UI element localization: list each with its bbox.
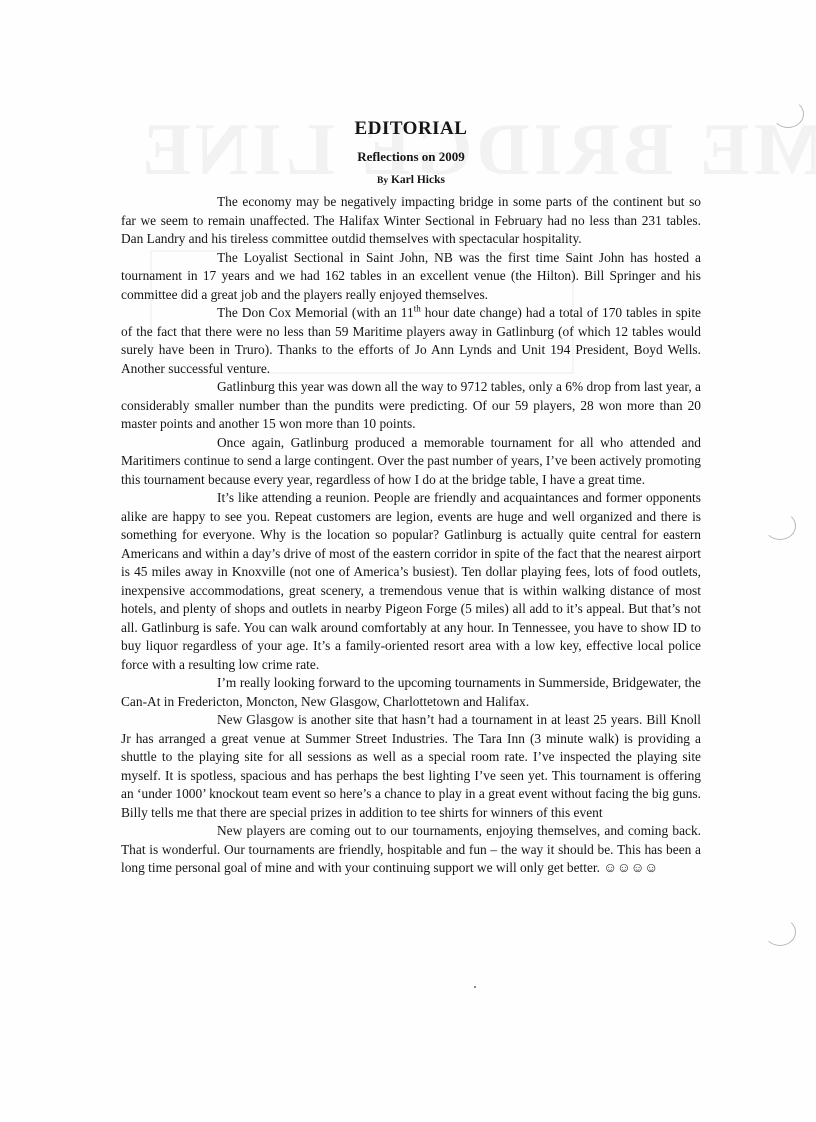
paragraph-gatlinburg-memorable: Once again, Gatlinburg produced a memorable tournament for all who attended and Maritimers continue to send a large contingent. Over the past number of years, I’ve been actively promoting this tournament because every year, regardless of how I do at the bridge table, I have a great time. [121,434,701,487]
paragraph-gatlinburg-stats: Gatlinburg this year was down all the way to 9712 tables, only a 6% drop from last year, a considerably smaller number than the pundits were predicting. Of our 59 players, 28 won more than 20 master points and another 15 won more than 10 points. [121,379,701,431]
scan-speck [474,986,476,988]
paragraph-reunion: It’s like attending a reunion. People are friendly and acquaintances and former opponents alike are happy to see you. Repeat customers are legion, events are huge and well organized and there is something for everyone. Why is the location so popular? Gatlinburg is actually quite central for eastern Americans and within a day’s drive of most of the eastern corridor in spite of the fact that the nearest airport is 45 miles away in Knoxville (not one of America’s busiest). Ten dollar playing fees, lots of food outlets, inexpensive accommodations, great scenery, a tremendous venue that is within walking distance of most hotels, and plenty of shops and outlets in nearby Pigeon Forge (5 miles) all add to it’s appeal. But that’s not all. Gatlinburg is safe. You can walk around comfortably at any hour. In Tennessee, you have to show ID to buy liquor regardless of your age. It’s a family-oriented resort area with a low key, effective local police force with a resulting low crime rate. [121,490,701,672]
punch-hole-shadow [764,512,796,540]
memorial-text-end: hour date change) had a total of 170 tables in spite of the fact that there were no less than 59 Maritime players away in Gatlinburg (of which 12 tables would surely have been in Truro). Thanks to the efforts of Jo Ann Lynds and Unit 194 President, Boyd Wells. Another successful venture. [121,305,701,376]
paragraph-don-cox-memorial [121,304,701,378]
article-title: EDITORIAL [354,118,468,139]
memorial-text-start: The Don Cox Memorial (with an 11 [217,305,414,320]
punch-hole-shadow [772,100,804,128]
paragraph-new-players: New players are coming out to our tournaments, enjoying themselves, and coming back. That is wonderful. Our tournaments are friendly, hospitable and fun – the way it should be. This has been a long time personal goal of mine and with your continuing support we will only get better. ☺☺☺☺ [121,823,701,875]
paragraph-loyalist-sectional: The Loyalist Sectional in Saint John, NB was the first time Saint John has hosted a tournament in 17 years and we had 162 tables in an excellent venue (the Hilton). Bill Springer and his committee did a great job and the players really enjoyed themselves. [121,249,701,302]
punch-hole-shadow [764,918,796,946]
article [121,118,701,878]
byline [121,174,701,186]
paragraph-economy: The economy may be negatively impacting bridge in some parts of the continent but so far we seem to remain unaffected. The Halifax Winter Sectional in February had no less than 231 tables. Dan Landry and his tireless committee outdid themselves with spectacular hospitality. [121,194,701,246]
byline-prefix: By [377,176,389,186]
paragraph-upcoming-tournaments: I’m really looking forward to the upcoming tournaments in Summerside, Bridgewater, the Can-At in Fredericton, Moncton, New Glasgow, Charlottetown and Halifax. [121,675,701,709]
paragraph-new-glasgow: New Glasgow is another site that hasn’t had a tournament in at least 25 years. Bill Knoll Jr has arranged a great venue at Summer Street Industries. The Tara Inn (3 minute walk) is providing a shuttle to the playing site for all sessions as well as a special room rate. I’ve inspected the playing site myself. It is spotless, spacious and has perhaps the best lighting I’ve seen yet. This tournament is offering an ‘under 1000’ knockout team event so here’s a chance to play in a great event without facing the big guns. Billy tells me that there are special prizes in addition to tee shirts for winners of this event [121,712,701,820]
memorial-ordinal-suffix: th [413,303,421,314]
article-subtitle: Reflections on 2009 [357,149,465,164]
author-name: Karl Hicks [390,174,445,186]
